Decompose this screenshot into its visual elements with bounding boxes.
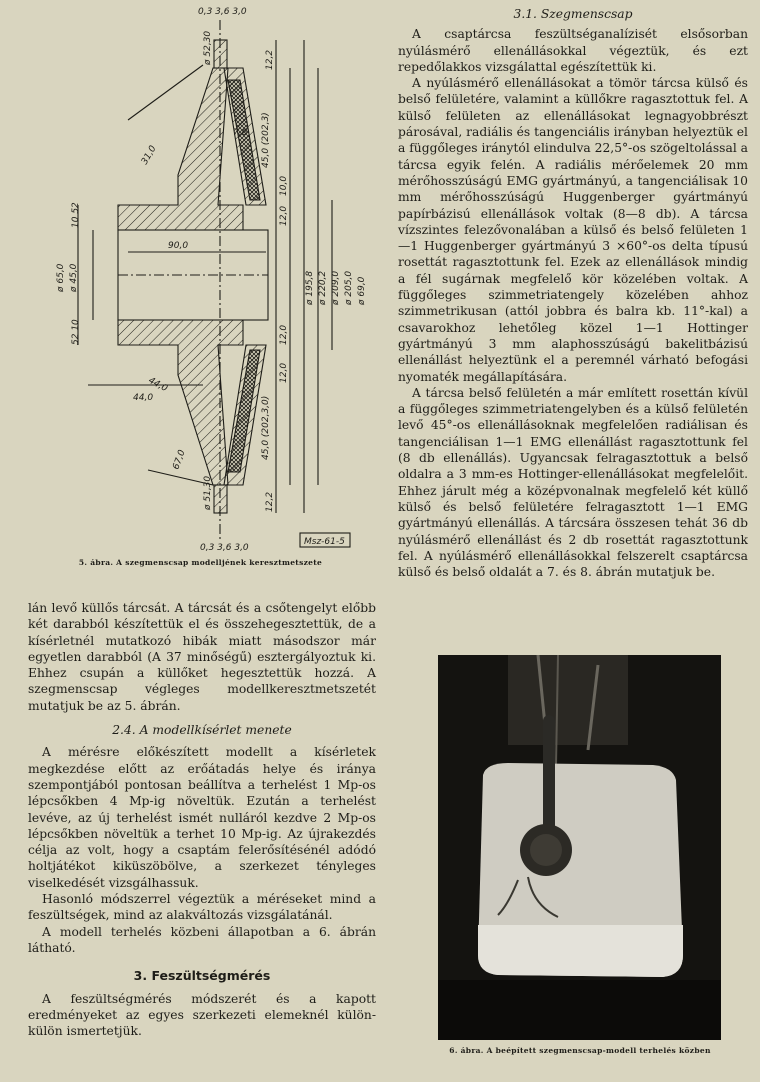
dim-120-a: 12,0: [279, 205, 289, 226]
figure-5-drawing: [28, 0, 373, 560]
section-3-1-heading: 3.1. Szegmenscsap: [513, 7, 633, 21]
dim-450-bottom: 45,0 (202,3,0): [261, 395, 271, 460]
dim-100: 10,0: [279, 175, 289, 196]
dim-top-row: 0,3 3,6 3,0: [198, 7, 247, 17]
left-paragraph-4: A modell terhelés közbeni állapotban a 6. ábrán látható.: [28, 924, 376, 955]
dim-440h: 44,0: [133, 393, 154, 403]
dim-d51: ø 51,30: [203, 475, 213, 510]
dim-76: 7,6: [233, 128, 248, 138]
dim-122-top: 12,2: [265, 49, 275, 70]
left-paragraph-1: lán levő küllős tárcsát. A tárcsát és a csőtengelyt előbb két darabból készítettük el és összehegesztettük, de a kísérletnél mutatkozó hibák miatt másodszor már egyetlen darabból (A 37 minőségű) esztergályoztuk ki. Ehhez csupán a küllőket hegesztettük hozzá. A szegmenscsap végleges modellkeresztmetszetét mutatjuk be az 5. ábrán.: [28, 601, 376, 713]
left-paragraph-5: A feszültségmérés módszerét és a kapott eredményeket az egyes szerkezeti elemeknél külön-külön ismertetjük.: [28, 991, 376, 1039]
dim-440: 44,0: [146, 375, 169, 395]
upper-disc-section: [118, 68, 243, 230]
dim-d690: ø 69,0: [357, 276, 367, 305]
dim-d52: ø 52,30: [203, 30, 213, 65]
dim-670: 67,0: [171, 448, 188, 472]
dim-310: 31,0: [139, 144, 159, 167]
dim-900: 90,0: [168, 241, 189, 251]
dim-5210: 52 10: [71, 319, 81, 345]
left-paragraph-3: Hasonló módszerrel végeztük a méréseket mind a feszültségek, mind az alakváltozás vizsgálatánál.: [28, 892, 376, 923]
dim-d1958: ø 195,8: [305, 270, 315, 305]
section-2-4-heading: 2.4. A modellkísérlet menete: [112, 723, 292, 738]
left-column: [28, 600, 376, 1039]
drawing-number: Msz-61-5: [304, 537, 345, 547]
right-paragraph-3: A tárcsa belső felületén a már említett rosettán kívül a függőleges szimmetriatengelyben és a külső felületén levő 45°-os ellenállásoknak megfelelően radiálisan és tangenciálisan 1—1 EMG ellenállást ragasztottunk fel (8 db ellenállás). Ugyancsak felragasztottuk a belső oldalra a 3 mm-es Hottinger-ellenállásokat megfelelőit. Ehhez járult még a középvonalnak megfelelő két küllő külső és belső felületére felragasztott 1—1 EMG gyártmányú ellenállás. A tárcsára összesen tehát 36 db nyúlásmérő ellenállást és 2 db rosettát ragasztottunk fel. A nyúlásmérő ellenállásokkal felszerelt csaptárcsa külső és belső oldalát a 7. és 8. ábrán mutatjuk be.: [398, 385, 748, 580]
dim-d2090: ø 209,0: [331, 270, 341, 305]
dim-122-bottom: 12,2: [265, 491, 275, 512]
dim-1052: 10 52: [71, 202, 81, 228]
figure-6-photo: [438, 655, 721, 1040]
figure-6-caption: 6. ábra. A beépített szegmenscsap-modell terhelés közben: [449, 1046, 711, 1055]
dim-450-top: 45,0 (202,3): [261, 112, 271, 168]
dim-120-b: 12,0: [279, 324, 289, 345]
right-paragraph-2: A nyúlásmérő ellenállásokat a tömör tárcsa külső és belső felületére, valamint a küllőkre ragasztottuk fel. A külső felületen az ellenállásokat legnagyobbrészt párosával, radiális és tangenciális irányban helyeztük el a függőleges iránytól elindulva 22,5°-os szögeltolással a tárcsa egyik felén. A radiális mérőelemek 20 mm mérőhosszúságú EMG gyártmányú, a tangenciálisak 10 mm mérőhosszúságú Huggenberger gyártmányú papírbázisú ellenállások voltak (8—8 db). A tárcsa vízszintes felezővonalában a külső és belső felületen 1—1 Huggenberger gyártmányú 3 ×60°-os delta típusú rosettát ragasztottunk fel. Ezek az ellenállások mindig a fél sugárnak megfelelő kör közelében voltak. A függőleges szimmetriatengely közelében ahhoz szimmetrikusan (attól jobbra és balra kb. 11°-kal) a csavarokhoz lehetőleg közel 1—1 Hottinger gyártmányú 3 mm alaphosszúságú bakelitbázisú ellenállást helyeztünk el a peremnél várható befogási nyomaték megállapítására.: [398, 76, 748, 384]
section-3-heading: 3. Feszültségmérés: [133, 968, 271, 984]
right-paragraph-1: A csaptárcsa feszültséganalízisét elsősorban nyúlásmérő ellenállásokkal végeztük, és ezt repedőlakkos vizsgálattal egészítettük ki.: [398, 27, 748, 74]
dim-d650: ø 65,0: [56, 263, 66, 292]
figure-5-caption: 5. ábra. A szegmenscsap modelljének keresztmetszete: [78, 558, 323, 567]
dim-d450: ø 45,0: [69, 263, 79, 292]
right-column: [398, 6, 748, 580]
dim-d2202: ø 220,2: [318, 270, 328, 305]
left-paragraph-2: A mérésre előkészített modellt a kísérletek megkezdése előtt az erőátadás helye és iránya szempontjából pontosan beállítva a terhelést 1 Mp-os lépcsőkben 4 Mp-ig növeltük. Ezután a terhelést levéve, az új terhelést ismét nulláról kezdve 2 Mp-os lépcsőkben növeltük a terhet 10 Mp-ig. Az újrakezdés célja az volt, hogy a csaptám felerősítésénél adódó holtjátékot kiküszöbölve, a szerkezet tényleges viselkedését vizsgálhassuk.: [28, 745, 376, 890]
dim-bottom-row: 0,3 3,6 3,0: [200, 543, 249, 553]
dim-120-c: 12,0: [279, 362, 289, 383]
dim-d2050: ø 205,0: [344, 270, 354, 305]
